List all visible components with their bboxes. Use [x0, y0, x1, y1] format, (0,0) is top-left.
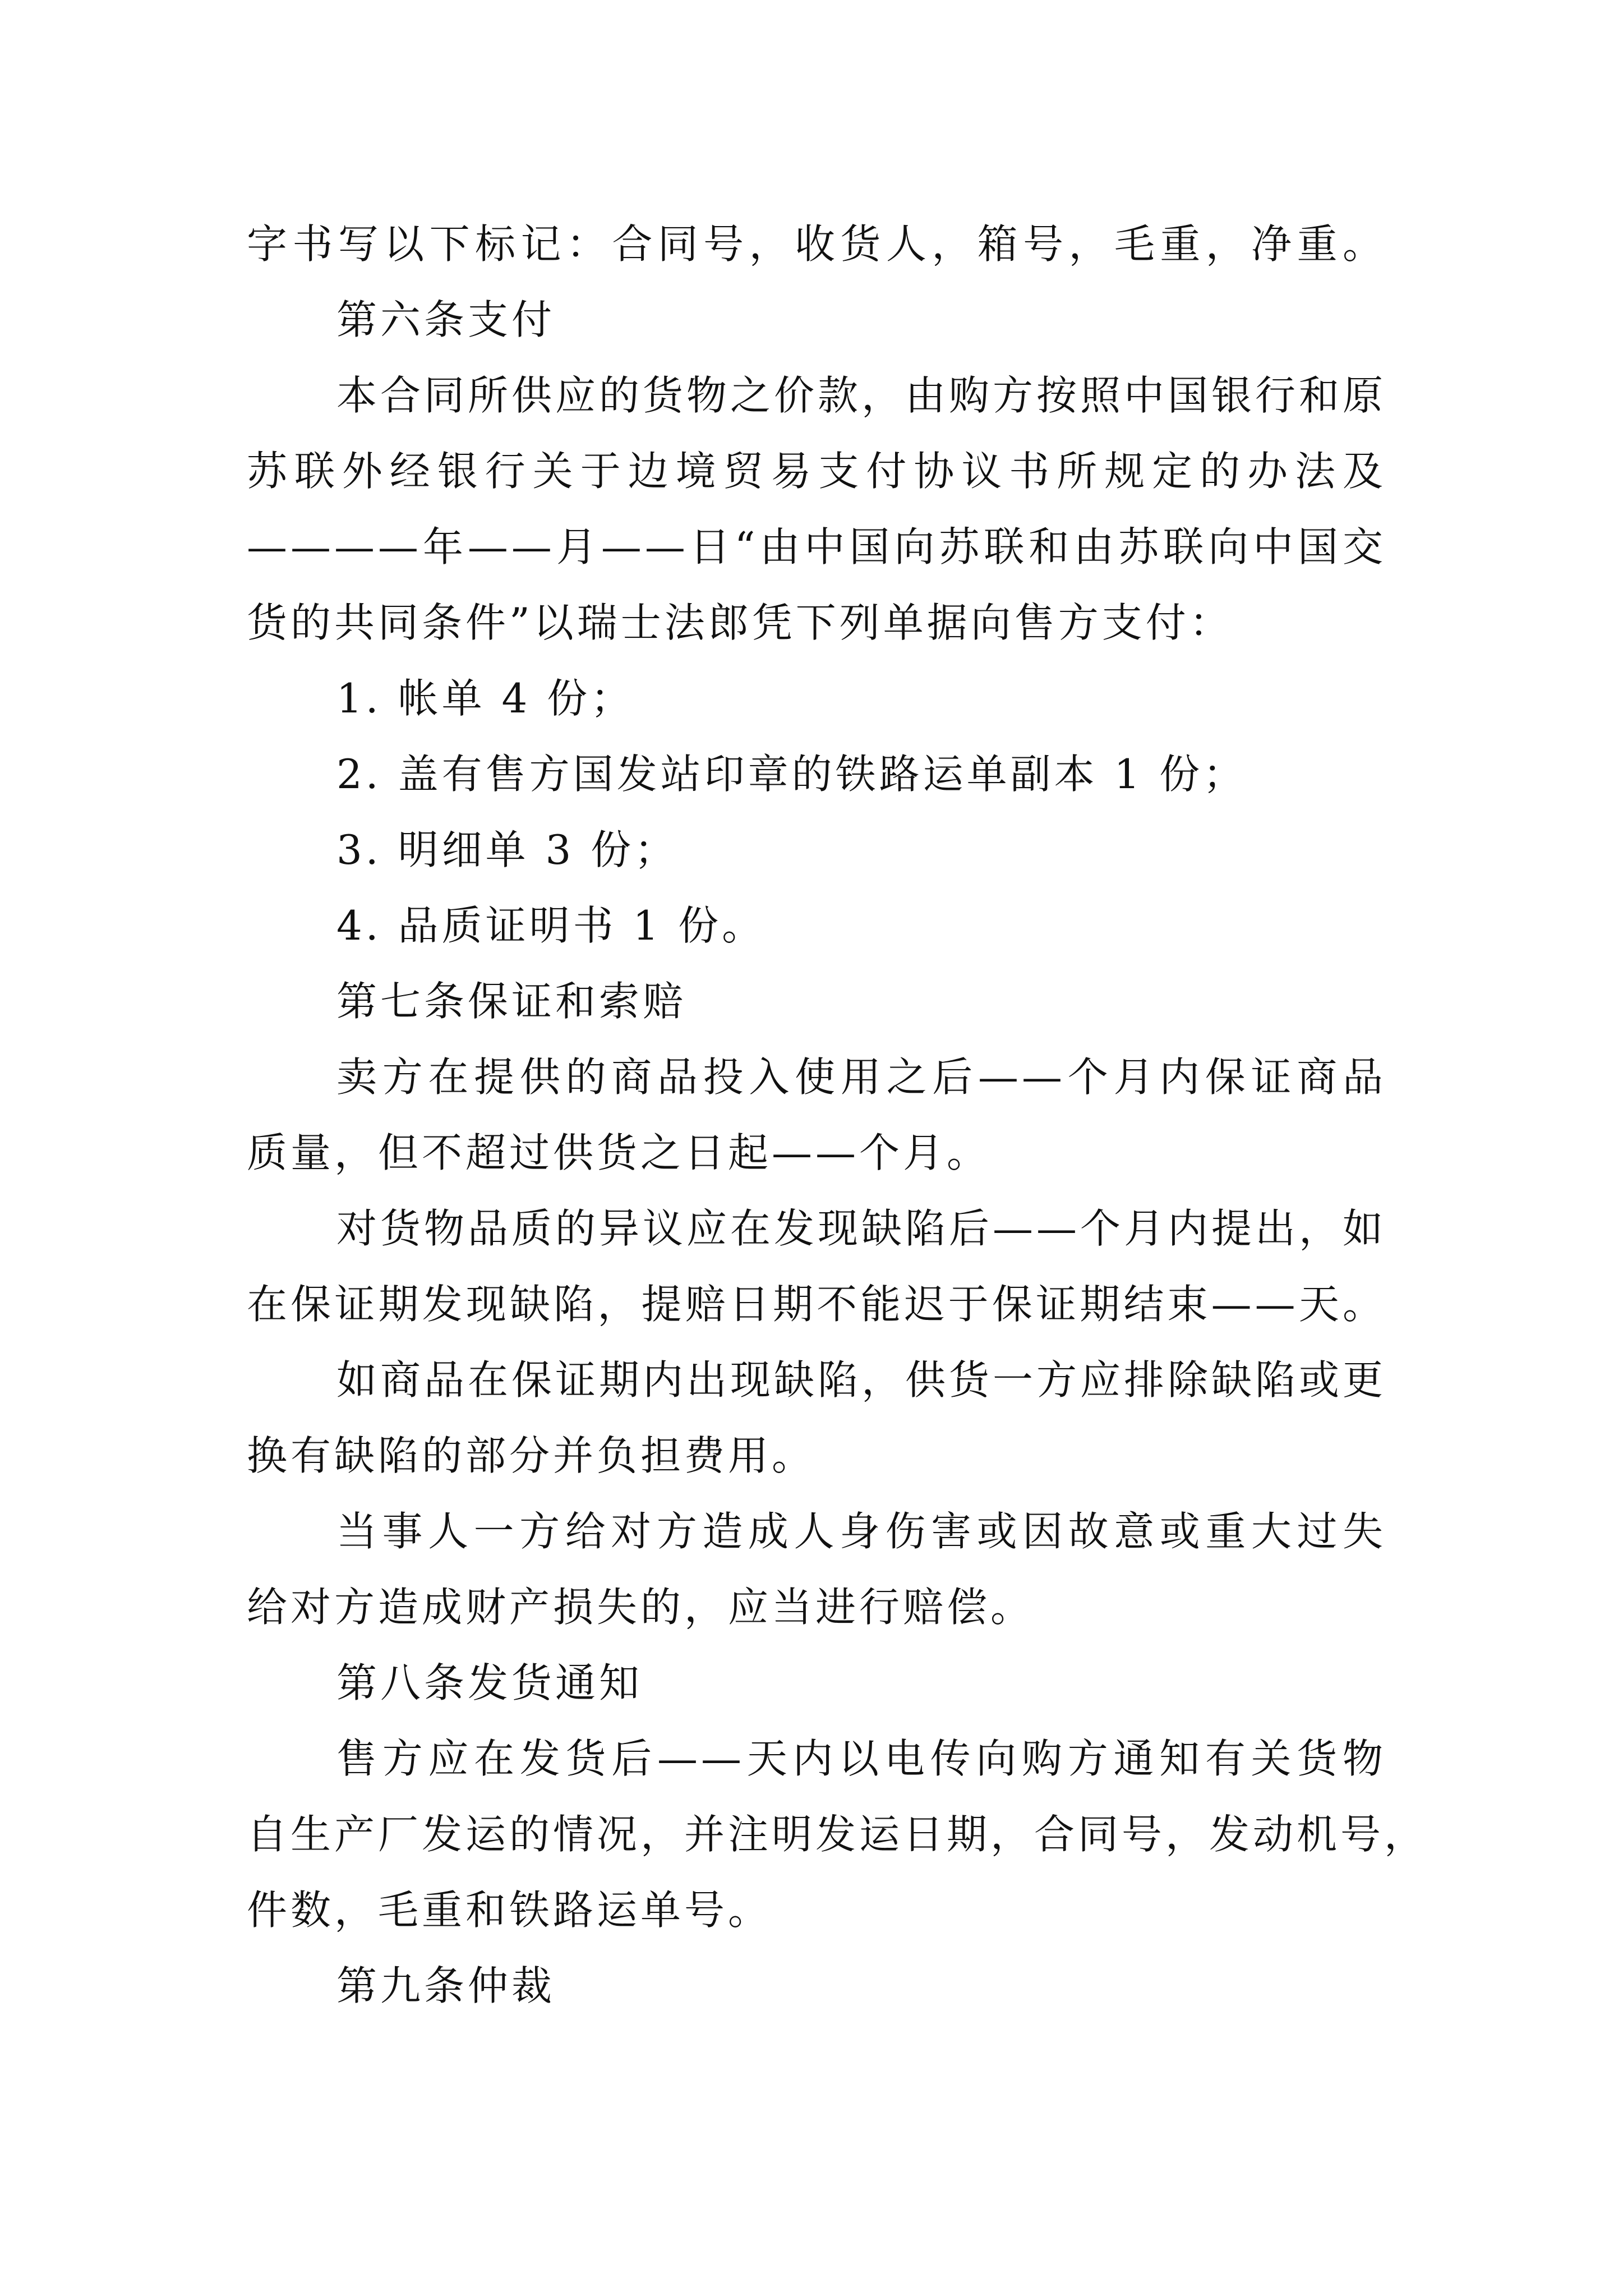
- text-line: 当事人一方给对方造成人身伤害或因故意或重大过失: [336, 1508, 1386, 1555]
- text-line: ————年——月——日“由中国向苏联和由苏联向中国交: [247, 523, 1386, 570]
- section-heading-payment: 第六条支付: [336, 296, 556, 343]
- text-line: 自生产厂发运的情况，并注明发运日期，合同号，发动机号，: [247, 1811, 1428, 1858]
- text-line: 件数，毛重和铁路运单号。: [247, 1887, 772, 1934]
- text-line: 售方应在发货后——天内以电传向购方通知有关货物: [336, 1735, 1386, 1782]
- section-heading-shipping-notice: 第八条发货通知: [336, 1659, 643, 1706]
- text-line: 对货物品质的异议应在发现缺陷后——个月内提出，如: [336, 1205, 1387, 1252]
- text-line: 换有缺陷的部分并负担费用。: [247, 1432, 816, 1479]
- list-item: 2. 盖有售方国发站印章的铁路运单副本 1 份；: [336, 751, 1247, 798]
- text-line: 质量，但不超过供货之日起——个月。: [247, 1129, 991, 1176]
- text-line: 苏联外经银行关于边境贸易支付协议书所规定的办法及: [247, 448, 1386, 495]
- section-heading-warranty: 第七条保证和索赔: [336, 978, 687, 1025]
- text-line: 卖方在提供的商品投入使用之后——个月内保证商品: [336, 1053, 1386, 1101]
- list-item: 1. 帐单 4 份；: [336, 675, 635, 722]
- text-line: 如商品在保证期内出现缺陷，供货一方应排除缺陷或更: [336, 1356, 1387, 1404]
- text-line: 在保证期发现缺陷，提赔日期不能迟于保证期结束——天。: [247, 1281, 1386, 1328]
- text-line: 本合同所供应的货物之价款，由购方按照中国银行和原: [336, 372, 1387, 419]
- list-item: 3. 明细单 3 份；: [336, 826, 679, 873]
- text-line: 给对方造成财产损失的，应当进行赔偿。: [247, 1584, 1035, 1631]
- section-heading-arbitration: 第九条仲裁: [336, 1962, 556, 2009]
- list-item: 4. 品质证明书 1 份。: [336, 902, 766, 949]
- text-line: 货的共同条件”以瑞士法郎凭下列单据向售方支付：: [247, 599, 1233, 646]
- text-line: 字书写以下标记：合同号，收货人，箱号，毛重，净重。: [247, 220, 1386, 268]
